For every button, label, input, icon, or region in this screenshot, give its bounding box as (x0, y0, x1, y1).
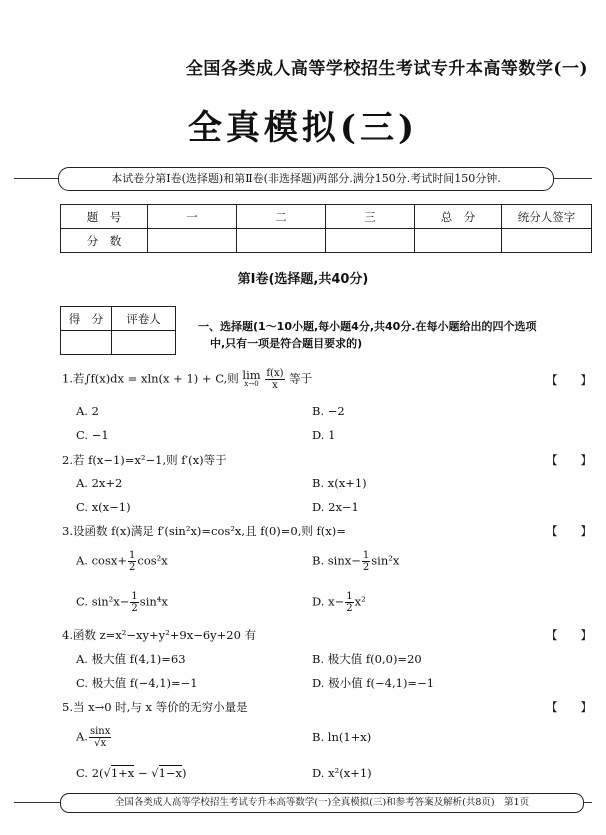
score-cell (237, 229, 326, 253)
answer-bracket-2: 【 】 (546, 453, 592, 467)
answer-bracket-4: 【 】 (546, 628, 592, 642)
score-table-header-total: 总 分 (415, 205, 502, 229)
q4-option-c: C. 极大值 f(−4,1)=−1 (76, 676, 198, 690)
q5-option-c: C. 2(√1+x − √1−x) (76, 766, 187, 780)
grader-name-label: 评卷人 (112, 307, 176, 331)
q1-option-d: D. 1 (312, 428, 336, 442)
grader-cell (112, 331, 176, 355)
q4-option-b: B. 极大值 f(0,0)=20 (312, 652, 422, 666)
q3-b-fraction (362, 550, 370, 573)
q3-a-fraction (128, 550, 136, 573)
fraction-denominator: √x (94, 738, 107, 749)
score-cell (415, 229, 502, 253)
question-1-fraction (265, 368, 284, 391)
score-table-header-part2: 二 (237, 205, 326, 229)
q5-c-suffix: ) (182, 766, 187, 780)
q3-d-fraction (345, 591, 353, 614)
series-title: 全国各类成人高等学校招生考试专升本高等数学(一) (185, 59, 588, 79)
q3-option-b (312, 550, 399, 573)
q3-option-c (76, 591, 168, 614)
q1-option-a: A. 2 (76, 404, 99, 418)
score-cell (148, 229, 237, 253)
fraction-numerator: 1 (131, 591, 138, 602)
q4-option-d: D. 极小值 f(−4,1)=−1 (312, 676, 435, 690)
instructions-line-1: 一、选择题(1～10小题,每小题4分,共40分.在每小题给出的四个选项 (198, 320, 537, 333)
section-title: 第Ⅰ卷(选择题,共40分) (237, 272, 369, 287)
score-table-header-part3: 三 (326, 205, 415, 229)
sqrt-radicand: x (100, 738, 107, 749)
question-1-stem (62, 368, 312, 391)
score-table-header-item: 题 号 (61, 205, 148, 229)
grader-box (60, 306, 176, 355)
question-4-stem: 4.函数 z=x²−xy+y²+9x−6y+20 有 (62, 628, 257, 642)
q3-a-prefix: A. cosx+ (76, 553, 128, 568)
q5-option-d: D. x²(x+1) (312, 766, 372, 780)
question-1-text-b: 等于 (289, 371, 313, 386)
grader-cell (61, 331, 112, 355)
answer-bracket-5: 【 】 (546, 700, 592, 714)
q3-c-prefix: C. sin²x− (76, 594, 130, 609)
q5-c-prefix: C. 2( (76, 766, 104, 780)
fraction-denominator: 2 (346, 603, 353, 614)
q5-a-fraction (89, 726, 111, 749)
q2-option-d: D. 2x−1 (312, 500, 359, 514)
choice-instructions (198, 318, 590, 352)
fraction-numerator: 1 (346, 591, 353, 602)
answer-bracket-1: 【 】 (546, 373, 592, 387)
score-table (60, 204, 592, 253)
q1-option-b: B. −2 (312, 404, 345, 418)
q3-option-a (76, 550, 168, 573)
q3-c-suffix: sin⁴x (139, 594, 168, 609)
sqrt-radicand: 1−x (158, 766, 183, 780)
fraction-numerator: 1 (362, 550, 370, 561)
fraction-denominator: x (272, 380, 278, 391)
fraction-numerator: f(x) (266, 368, 284, 379)
q5-c-minus: − (134, 766, 152, 780)
score-cell (326, 229, 415, 253)
score-table-score-label: 分 数 (61, 229, 148, 253)
lim-subscript: x→0 (244, 379, 259, 388)
q3-d-suffix: x² (354, 594, 366, 609)
q3-b-suffix: sin²x (371, 553, 400, 568)
score-table-header-signature: 统分人签字 (502, 205, 592, 229)
question-2-stem: 2.若 f(x−1)=x²−1,则 f′(x)等于 (62, 453, 227, 467)
q5-option-a (76, 726, 112, 749)
fraction-denominator: 2 (129, 562, 136, 573)
score-cell (502, 229, 592, 253)
fraction-numerator: sinx (89, 726, 111, 737)
fraction-numerator: 1 (129, 550, 136, 561)
q5-option-b: B. ln(1+x) (312, 730, 372, 744)
instructions-line-2: 中,只有一项是符合题目要求的) (210, 337, 363, 350)
grader-score-label: 得 分 (61, 307, 112, 331)
q3-a-suffix: cos²x (137, 553, 168, 568)
q3-c-fraction (130, 591, 138, 614)
main-title: 全真模拟(三) (187, 108, 419, 148)
sqrt-radicand: 1+x (110, 766, 135, 780)
q2-option-b: B. x(x+1) (312, 476, 367, 490)
lim-label: lim (242, 367, 261, 382)
score-table-header-part1: 一 (148, 205, 237, 229)
q1-option-c: C. −1 (76, 428, 109, 442)
exam-notice: 本试卷分第Ⅰ卷(选择题)和第Ⅱ卷(非选择题)两部分.满分150分.考试时间150分钟. (58, 167, 554, 191)
fraction-denominator: 2 (362, 562, 370, 573)
q3-b-prefix: B. sinx− (312, 553, 361, 568)
limit-symbol (242, 367, 261, 389)
question-1-text-a: 1.若∫f(x)dx = xln(x + 1) + C,则 (62, 371, 239, 386)
q5-a-prefix: A. (76, 729, 88, 744)
question-5-stem: 5.当 x→0 时,与 x 等价的无穷小量是 (62, 700, 248, 714)
q3-option-d (312, 591, 366, 614)
q3-d-prefix: D. x− (312, 594, 345, 609)
page-footer: 全国各类成人高等学校招生考试专升本高等数学(一)全真模拟(三)和参考答案及解析(共8页) 第1页 (60, 793, 584, 813)
answer-bracket-3: 【 】 (546, 524, 592, 538)
q2-option-a: A. 2x+2 (76, 476, 123, 490)
q4-option-a: A. 极大值 f(4,1)=63 (76, 652, 186, 666)
q2-option-c: C. x(x−1) (76, 500, 131, 514)
question-3-stem: 3.设函数 f(x)满足 f′(sin²x)=cos²x,且 f(0)=0,则 f(x)= (62, 524, 346, 538)
fraction-denominator: 2 (131, 603, 138, 614)
